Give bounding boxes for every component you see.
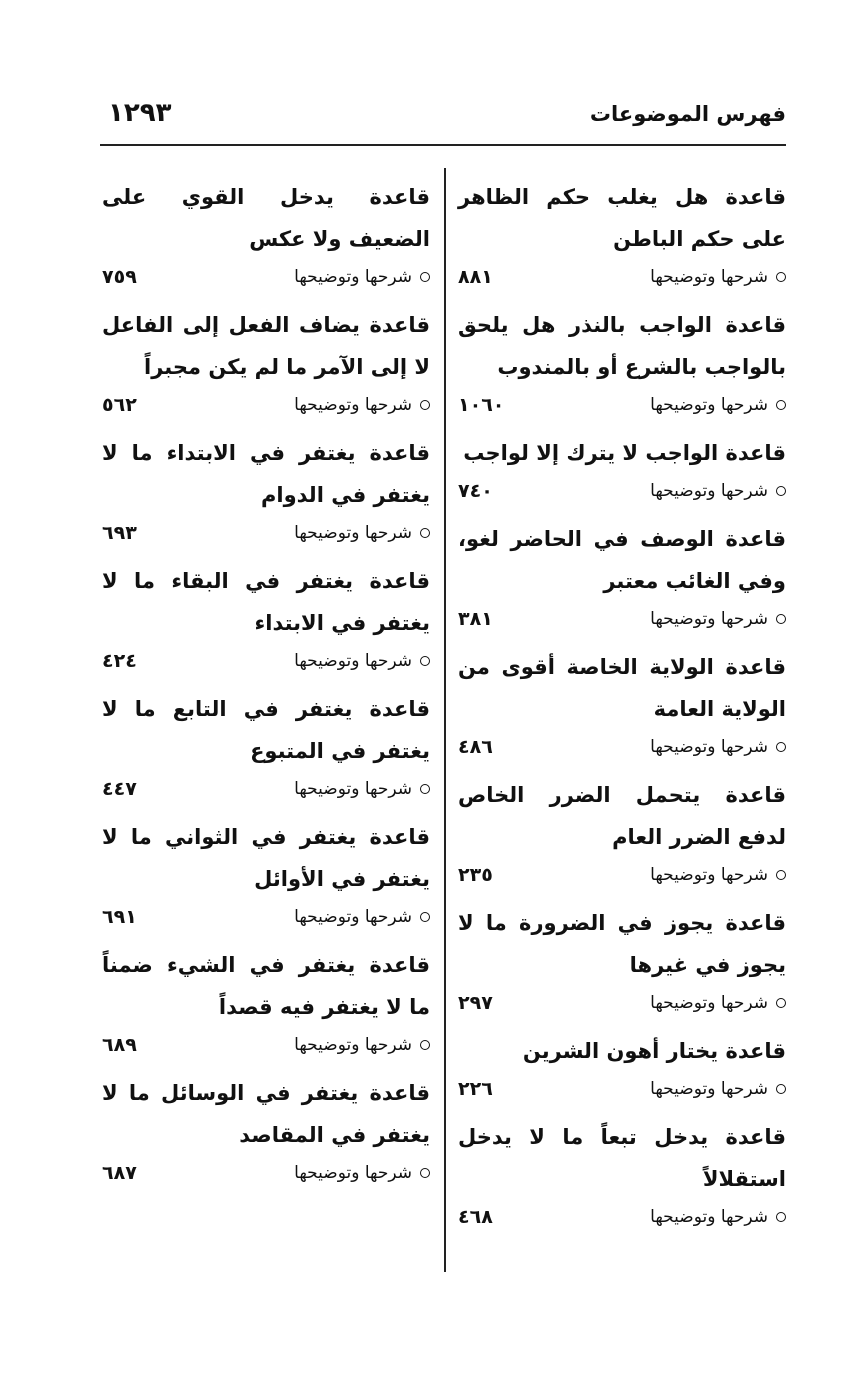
bullet-circle-icon <box>776 742 786 752</box>
entry-page-number: ٨٨١ <box>458 266 493 288</box>
entry-title: قاعدة يغتفر في البقاء ما لا يغتفر في الابتداء <box>102 569 430 635</box>
entry-subitem <box>458 260 786 294</box>
entry-title: قاعدة يغتفر في الوسائل ما لا يغتفر في المقاصد <box>102 1081 430 1147</box>
entry-subitem <box>458 474 786 508</box>
subitem-label: شرحها وتوضيحها <box>650 993 768 1013</box>
entry-page-number: ١٠٦٠ <box>458 394 505 416</box>
index-entry <box>458 646 786 764</box>
entry-page-number: ٢٢٦ <box>458 1078 493 1100</box>
entry-page-number: ٢٣٥ <box>458 864 493 886</box>
entry-subitem <box>102 260 430 294</box>
entry-title: قاعدة يدخل تبعاً ما لا يدخل استقلالاً <box>458 1125 786 1191</box>
entry-subitem <box>458 1072 786 1106</box>
entry-title: قاعدة يغتفر في الابتداء ما لا يغتفر في الدوام <box>102 441 430 507</box>
left-column <box>102 176 430 1200</box>
index-entry <box>458 902 786 1020</box>
bullet-circle-icon <box>420 784 430 794</box>
right-column <box>458 176 786 1244</box>
bullet-circle-icon <box>420 272 430 282</box>
subitem-label: شرحها وتوضيحها <box>294 395 412 415</box>
bullet-circle-icon <box>776 998 786 1008</box>
entry-subitem <box>102 388 430 422</box>
entry-subitem <box>102 1028 430 1062</box>
entry-subitem <box>458 858 786 892</box>
subitem-label: شرحها وتوضيحها <box>650 865 768 885</box>
entry-title: قاعدة يضاف الفعل إلى الفاعل لا إلى الآمر ما لم يكن مجبراً <box>102 313 430 379</box>
entry-title: قاعدة يدخل القوي على الضعيف ولا عكس <box>102 185 430 251</box>
entry-subitem <box>102 1156 430 1190</box>
index-entry <box>458 432 786 508</box>
subitem-label: شرحها وتوضيحها <box>294 651 412 671</box>
column-divider <box>444 168 446 1272</box>
entry-subitem <box>458 1200 786 1234</box>
entry-title: قاعدة يغتفر في التابع ما لا يغتفر في المتبوع <box>102 697 430 763</box>
index-entry <box>102 816 430 934</box>
subitem-label: شرحها وتوضيحها <box>650 609 768 629</box>
index-entry <box>458 176 786 294</box>
entry-title: قاعدة الولاية الخاصة أقوى من الولاية العامة <box>458 655 786 721</box>
bullet-circle-icon <box>776 1212 786 1222</box>
entry-page-number: ٤٢٤ <box>102 650 137 672</box>
index-entry <box>458 1030 786 1106</box>
subitem-label: شرحها وتوضيحها <box>650 1079 768 1099</box>
entry-subitem <box>102 516 430 550</box>
index-entry <box>102 688 430 806</box>
page-header <box>100 96 786 136</box>
entry-page-number: ٧٤٠ <box>458 480 493 502</box>
subitem-label: شرحها وتوضيحها <box>294 779 412 799</box>
subitem-label: شرحها وتوضيحها <box>650 737 768 757</box>
entry-page-number: ٤٦٨ <box>458 1206 493 1228</box>
bullet-circle-icon <box>420 400 430 410</box>
index-entry <box>458 518 786 636</box>
entry-subitem <box>102 900 430 934</box>
subitem-label: شرحها وتوضيحها <box>650 481 768 501</box>
entry-title: قاعدة الوصف في الحاضر لغو، وفي الغائب معتبر <box>458 527 786 593</box>
bullet-circle-icon <box>420 912 430 922</box>
entry-page-number: ٥٦٢ <box>102 394 137 416</box>
entry-subitem <box>458 730 786 764</box>
entry-page-number: ٦٨٧ <box>102 1162 137 1184</box>
bullet-circle-icon <box>776 614 786 624</box>
entry-title: قاعدة يتحمل الضرر الخاص لدفع الضرر العام <box>458 783 786 849</box>
entry-title: قاعدة يختار أهون الشرين <box>522 1039 786 1063</box>
entry-title: قاعدة الواجب لا يترك إلا لواجب <box>463 441 786 465</box>
entry-subitem <box>102 644 430 678</box>
subitem-label: شرحها وتوضيحها <box>650 1207 768 1227</box>
entry-subitem <box>458 602 786 636</box>
bullet-circle-icon <box>776 486 786 496</box>
index-entry <box>102 560 430 678</box>
entry-title: قاعدة هل يغلب حكم الظاهر على حكم الباطن <box>458 185 786 251</box>
index-entry <box>458 774 786 892</box>
page-number: ١٢٩٣ <box>108 98 172 128</box>
index-title: فهرس الموضوعات <box>589 102 786 126</box>
bullet-circle-icon <box>776 1084 786 1094</box>
bullet-circle-icon <box>776 272 786 282</box>
subitem-label: شرحها وتوضيحها <box>650 395 768 415</box>
index-entry <box>102 304 430 422</box>
subitem-label: شرحها وتوضيحها <box>294 1163 412 1183</box>
entry-title: قاعدة الواجب بالنذر هل يلحق بالواجب بالشرع أو بالمندوب <box>458 313 786 379</box>
entry-title: قاعدة يجوز في الضرورة ما لا يجوز في غيرها <box>458 911 786 977</box>
index-entry <box>102 176 430 294</box>
entry-page-number: ٤٨٦ <box>458 736 493 758</box>
subitem-label: شرحها وتوضيحها <box>650 267 768 287</box>
entry-page-number: ٦٩١ <box>102 906 137 928</box>
bullet-circle-icon <box>420 1168 430 1178</box>
bullet-circle-icon <box>420 528 430 538</box>
index-entry <box>102 944 430 1062</box>
subitem-label: شرحها وتوضيحها <box>294 1035 412 1055</box>
entry-page-number: ٦٩٣ <box>102 522 137 544</box>
index-entry <box>458 1116 786 1234</box>
entry-page-number: ٤٤٧ <box>102 778 137 800</box>
bullet-circle-icon <box>776 400 786 410</box>
subitem-label: شرحها وتوضيحها <box>294 907 412 927</box>
entry-subitem <box>102 772 430 806</box>
entry-page-number: ٦٨٩ <box>102 1034 137 1056</box>
subitem-label: شرحها وتوضيحها <box>294 523 412 543</box>
entry-title: قاعدة يغتفر في الشيء ضمناً ما لا يغتفر فيه قصداً <box>102 953 430 1019</box>
entry-page-number: ٢٩٧ <box>458 992 493 1014</box>
entry-page-number: ٣٨١ <box>458 608 493 630</box>
subitem-label: شرحها وتوضيحها <box>294 267 412 287</box>
entry-subitem <box>458 388 786 422</box>
entry-subitem <box>458 986 786 1020</box>
header-rule <box>100 144 786 146</box>
entry-page-number: ٧٥٩ <box>102 266 137 288</box>
bullet-circle-icon <box>776 870 786 880</box>
index-entry <box>458 304 786 422</box>
index-entry <box>102 432 430 550</box>
index-entry <box>102 1072 430 1190</box>
entry-title: قاعدة يغتفر في الثواني ما لا يغتفر في الأوائل <box>102 825 430 891</box>
bullet-circle-icon <box>420 1040 430 1050</box>
bullet-circle-icon <box>420 656 430 666</box>
